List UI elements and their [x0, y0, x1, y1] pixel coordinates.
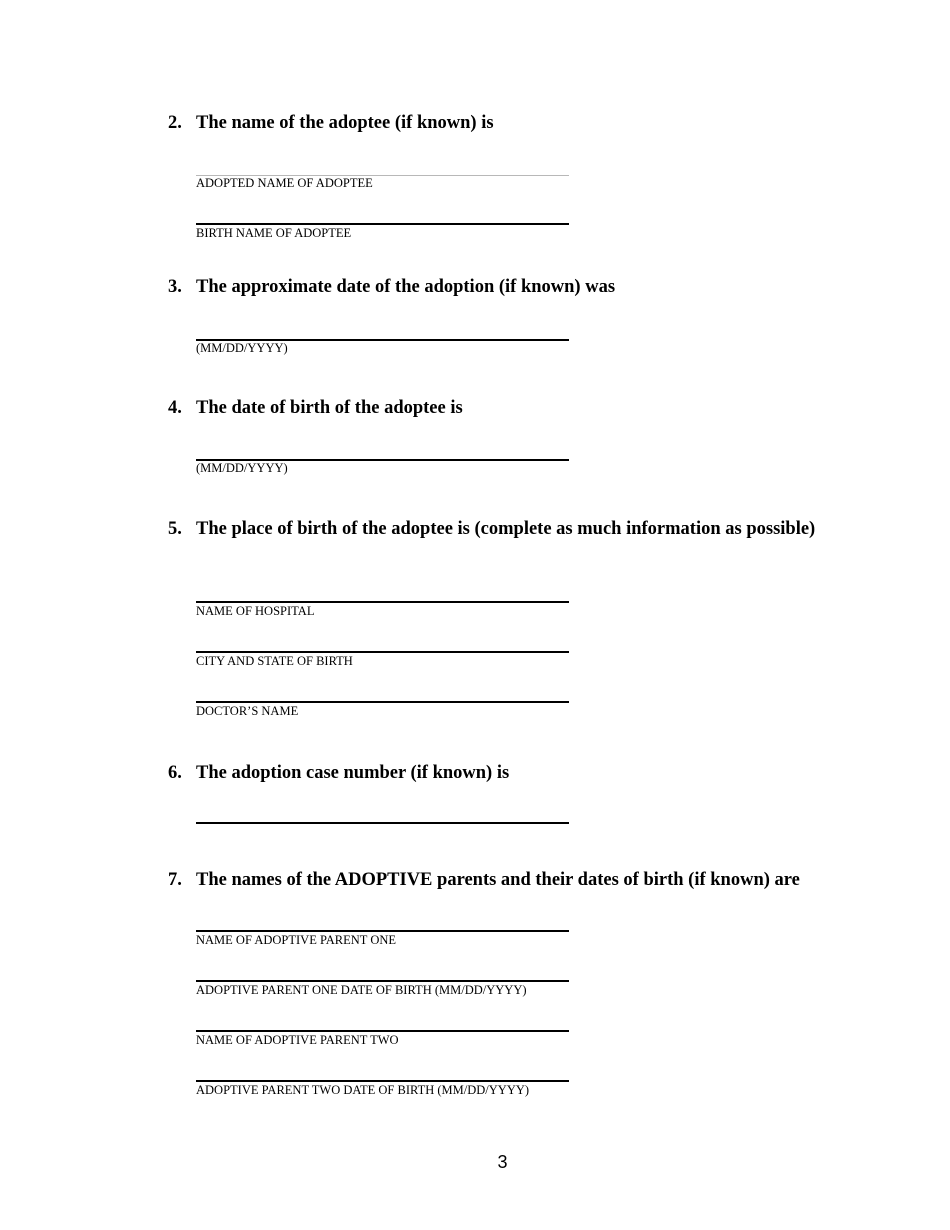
question-5-heading	[168, 518, 815, 540]
question-number: 7.	[168, 870, 182, 890]
birth-name-input-line[interactable]	[196, 223, 569, 225]
question-text: The name of the adoptee (if known) is	[196, 113, 494, 133]
hospital-name-label: NAME OF HOSPITAL	[196, 604, 315, 618]
question-3-heading	[168, 276, 615, 298]
question-number: 2.	[168, 113, 182, 133]
question-text: The place of birth of the adoptee is (complete as much information as possible)	[196, 519, 816, 539]
parent-one-dob-label: ADOPTIVE PARENT ONE DATE OF BIRTH (MM/DD/YYYY)	[196, 983, 527, 997]
question-number: 3.	[168, 277, 182, 297]
hospital-name-input-line[interactable]	[196, 601, 569, 603]
question-number: 5.	[168, 519, 182, 539]
parent-two-dob-label: ADOPTIVE PARENT TWO DATE OF BIRTH (MM/DD/YYYY)	[196, 1083, 530, 1097]
parent-two-name-label: NAME OF ADOPTIVE PARENT TWO	[196, 1033, 399, 1047]
parent-one-dob-input-line[interactable]	[196, 980, 569, 982]
question-number: 6.	[168, 763, 182, 783]
parent-two-dob-input-line[interactable]	[196, 1080, 569, 1082]
question-text: The approximate date of the adoption (if known) was	[196, 277, 616, 297]
question-text: The names of the ADOPTIVE parents and their dates of birth (if known) are	[196, 870, 800, 890]
doctor-name-label: DOCTOR’S NAME	[196, 704, 299, 718]
question-text: The date of birth of the adoptee is	[196, 398, 463, 418]
question-7-heading	[168, 869, 800, 891]
parent-two-name-input-line[interactable]	[196, 1030, 569, 1032]
birth-name-label: BIRTH NAME OF ADOPTEE	[196, 226, 352, 240]
parent-one-name-input-line[interactable]	[196, 930, 569, 932]
adopted-name-label: ADOPTED NAME OF ADOPTEE	[196, 176, 373, 190]
city-state-input-line[interactable]	[196, 651, 569, 653]
parent-one-name-label: NAME OF ADOPTIVE PARENT ONE	[196, 933, 397, 947]
city-state-label: CITY AND STATE OF BIRTH	[196, 654, 353, 668]
page-number: 3	[497, 1152, 508, 1172]
question-6-heading	[168, 762, 509, 784]
question-text: The adoption case number (if known) is	[196, 763, 510, 783]
question-2-heading	[168, 112, 494, 134]
case-number-input-line[interactable]	[196, 822, 569, 824]
birth-date-format-label: (MM/DD/YYYY)	[196, 461, 288, 475]
question-number: 4.	[168, 398, 182, 418]
doctor-name-input-line[interactable]	[196, 701, 569, 703]
adoption-date-format-label: (MM/DD/YYYY)	[196, 341, 288, 355]
question-4-heading	[168, 397, 463, 419]
